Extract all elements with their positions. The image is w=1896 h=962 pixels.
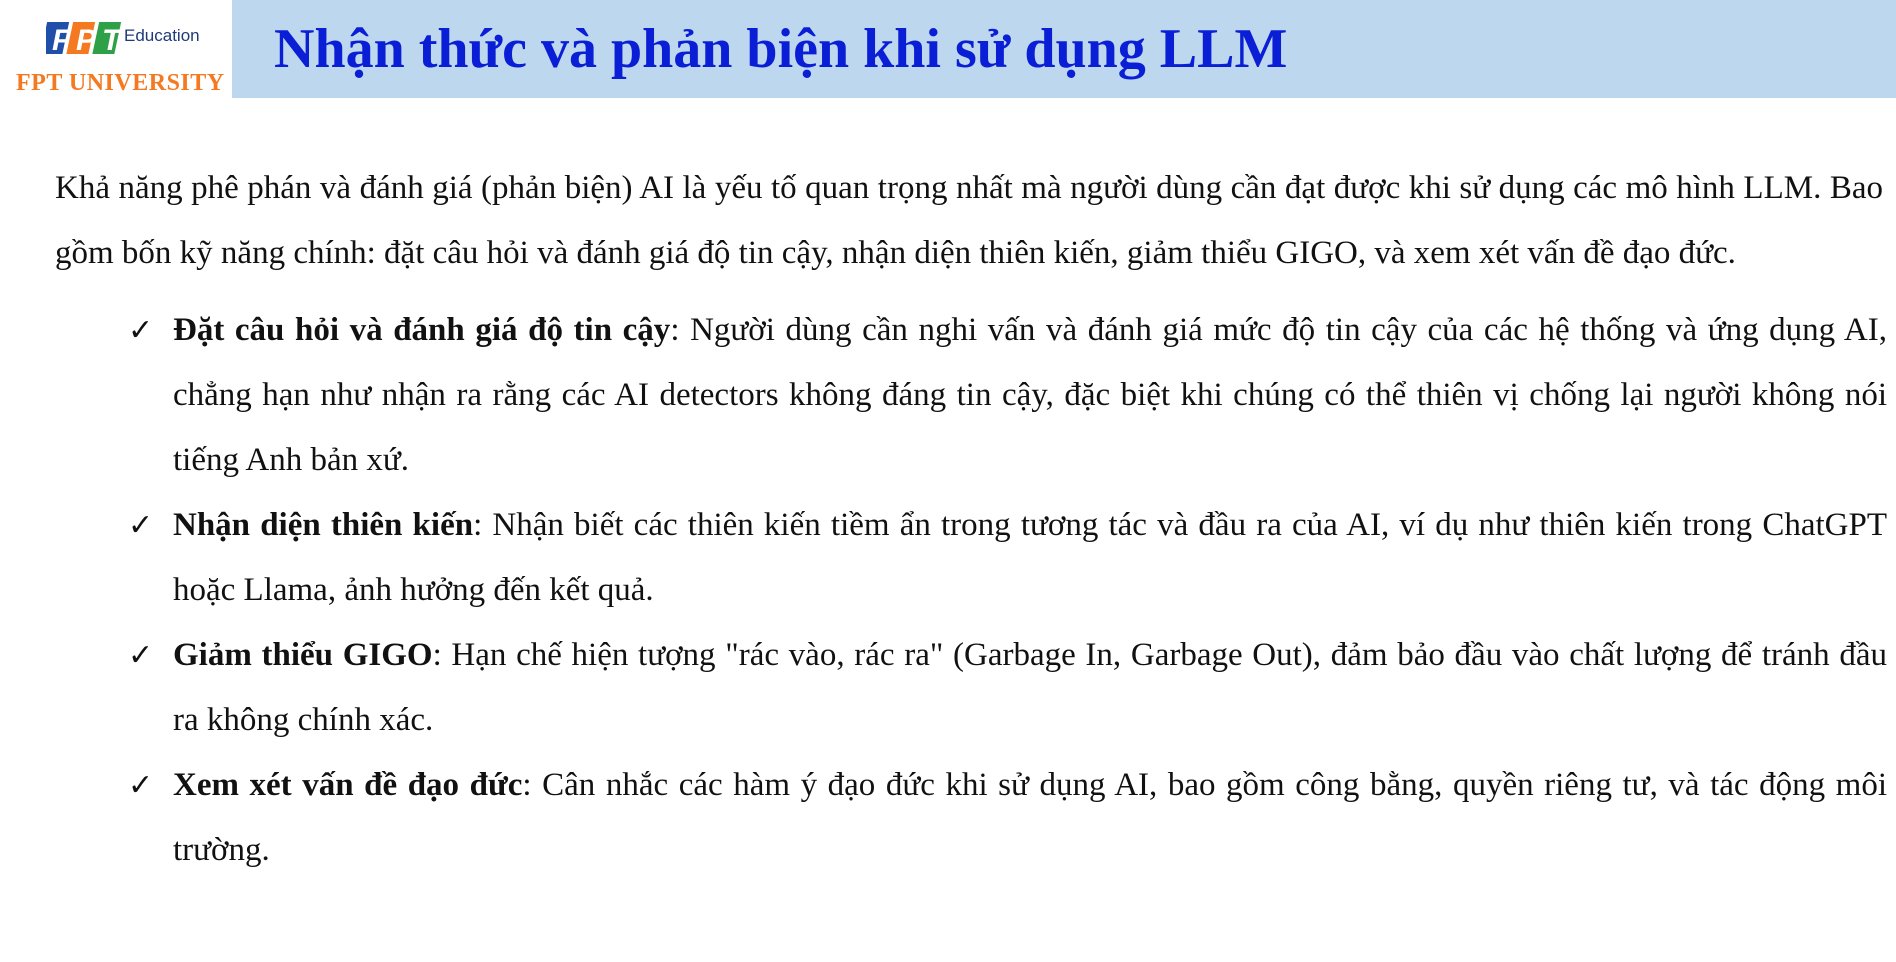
bullet-term: Xem xét vấn đề đạo đức: [173, 767, 523, 803]
fpt-logo-mark: [46, 18, 126, 60]
bullet-text: : Người dùng cần nghi vấn và đánh giá mức độ tin cậy của các hệ thống và ứng dụng AI, chẳng hạn như nhận ra rằng các AI detectors không đáng tin cậy, đặc biệt khi chúng có thể thiên vị chống lại người không nói tiếng Anh bản xứ.: [173, 312, 1887, 478]
bullet-text: : Hạn chế hiện tượng "rác vào, rác ra" (Garbage In, Garbage Out), đảm bảo đầu vào chất lượng để tránh đầu ra không chính xác.: [173, 637, 1888, 738]
logo-education-label: Education: [124, 26, 200, 45]
logo-university-label: FPT UNIVERSITY: [16, 70, 225, 96]
bullet-text: : Nhận biết các thiên kiến tiềm ẩn trong tương tác và đầu ra của AI, ví dụ như thiên kiến trong ChatGPT hoặc Llama, ảnh hưởng đến kết quả.: [173, 507, 1888, 608]
list-item: [55, 753, 1887, 883]
skills-list: [55, 298, 1891, 883]
list-item: [55, 493, 1887, 623]
svg-text:T: T: [102, 24, 121, 57]
list-item: [55, 298, 1887, 493]
check-icon: ✓: [128, 768, 154, 803]
title-band: [232, 0, 1896, 98]
bullet-term: Đặt câu hỏi và đánh giá độ tin cậy: [173, 312, 671, 348]
fpt-logo: [0, 0, 232, 98]
page-title: Nhận thức và phản biện khi sử dụng LLM: [274, 18, 1288, 80]
intro-paragraph: Khả năng phê phán và đánh giá (phản biện) AI là yếu tố quan trọng nhất mà người dùng cần đạt được khi sử dụng các mô hình LLM. Bao gồm bốn kỹ năng chính: đặt câu hỏi và đánh giá độ tin cậy, nhận diện thiên kiến, giảm thiểu GIGO, và xem xét vấn đề đạo đức.: [55, 170, 1883, 271]
slide-header: [0, 0, 1896, 98]
svg-text:F: F: [52, 24, 71, 57]
bullet-term: Nhận diện thiên kiến: [173, 507, 474, 543]
list-item: [55, 623, 1887, 753]
bullet-term: Giảm thiểu GIGO: [173, 637, 433, 673]
check-icon: ✓: [128, 313, 154, 348]
bullet-text: : Cân nhắc các hàm ý đạo đức khi sử dụng AI, bao gồm công bằng, quyền riêng tư, và tác động môi trường.: [173, 767, 1887, 868]
slide-content: [55, 156, 1891, 883]
check-icon: ✓: [128, 638, 154, 673]
check-icon: ✓: [128, 508, 154, 543]
svg-text:P: P: [76, 24, 97, 57]
